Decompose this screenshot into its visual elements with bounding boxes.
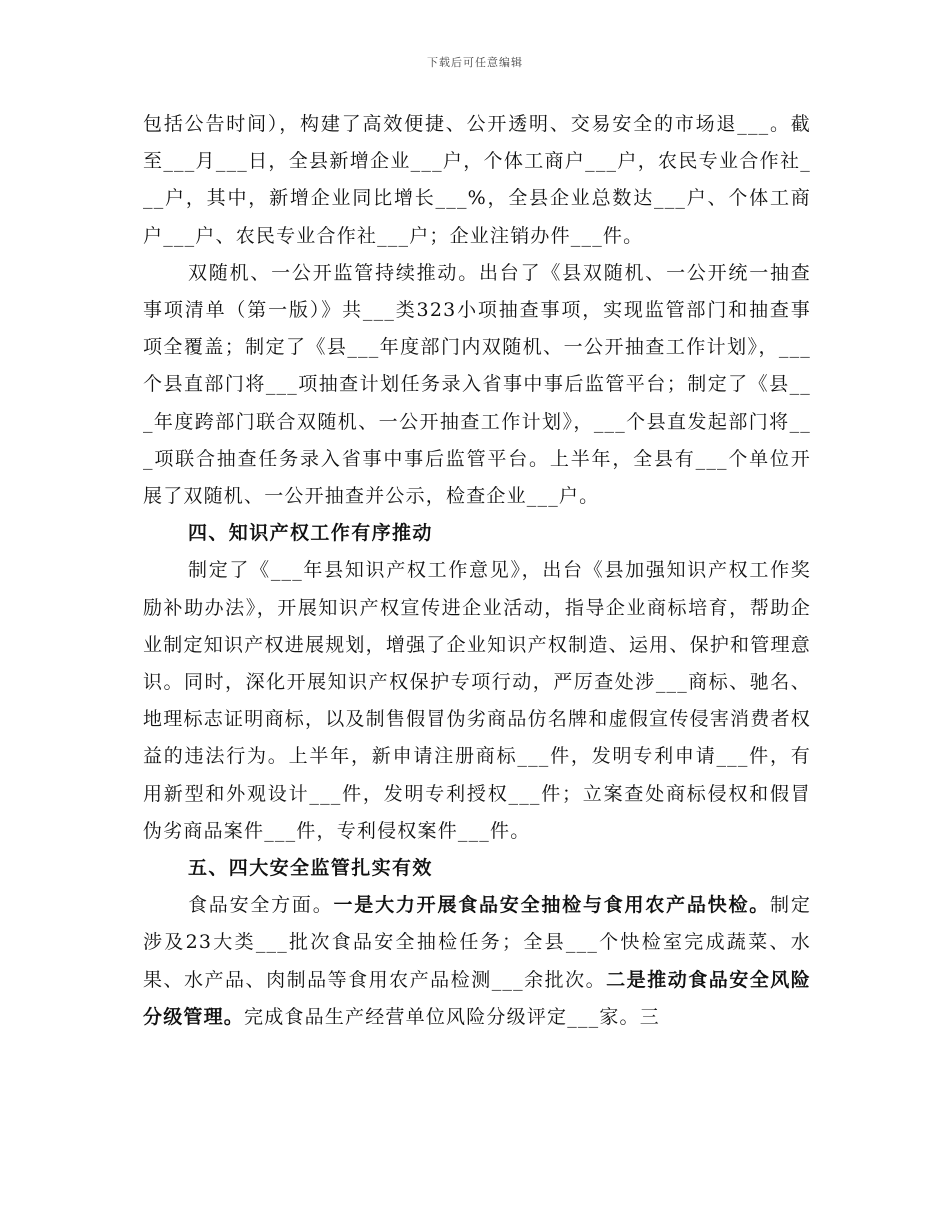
- food-safety-point-two: 二是推动食品安全风险分级管理。: [143, 968, 811, 1028]
- paragraph-market-exit: 包括公告时间），构建了高效便捷、公开透明、交易安全的市场退___。截至___月___日，全县新增企业___户，个体工商户___户，农民专业合作社___户，其中，新增企业同比增长___%，全县企业总数达___户、个体工商户___户、农民专业合作社___户；企业注销办件___件。: [143, 113, 811, 247]
- paragraph-ip-work: 制定了《___年县知识产权工作意见》，出台《县加强知识产权工作奖励补助办法》，开展知识产权宣传进企业活动，指导企业商标培育，帮助企业制定知识产权进展规划，增强了企业知识产权制造、运用、保护和管理意识。同时，深化开展知识产权保护专项行动，严厉查处涉___商标、驰名、地理标志证明商标，以及制售假冒伪劣商品仿名牌和虚假宣传侵害消费者权益的违法行为。上半年，新申请注册商标___件，发明专利申请___件，有用新型和外观设计___件，发明专利授权___件；立案查处商标侵权和假冒伪劣商品案件___件，专利侵权案件___件。: [143, 559, 811, 842]
- page-header: 下载后可任意编辑: [427, 56, 523, 69]
- food-safety-detail-two: 完成食品生产经营单位风险分级评定___家。三: [244, 1005, 660, 1028]
- food-safety-intro: 食品安全方面。: [188, 894, 334, 917]
- food-safety-detail-one: 制定涉及23大类___批次食品安全抽检任务；全县___个快检室完成蔬菜、水果、水产品、肉制品等食用农产品检测___余批次。: [143, 894, 812, 991]
- section-heading-safety: 五、四大安全监管扎实有效: [188, 857, 433, 880]
- paragraph-double-random-supervision: 双随机、一公开监管持续推动。出台了《县双随机、一公开统一抽查事项清单（第一版）》共___类323小项抽查事项，实现监管部门和抽查事项全覆盖；制定了《县___年度部门内双随机、一公开抽查工作计划》，___个县直部门将___项抽查计划任务录入省事中事后监管平台；制定了《县___年度跨部门联合双随机、一公开抽查工作计划》，___个县直发起部门将___项联合抽查任务录入省事中事后监管平台。上半年，全县有___个单位开展了双随机、一公开抽查并公示，检查企业___户。: [143, 261, 811, 508]
- paragraph-food-safety: [143, 887, 811, 1036]
- food-safety-point-one: 一是大力开展食品安全抽检与食用农产品快检。: [333, 894, 771, 917]
- document-body: [143, 106, 811, 1036]
- section-heading-ip: 四、知识产权工作有序推动: [188, 522, 433, 545]
